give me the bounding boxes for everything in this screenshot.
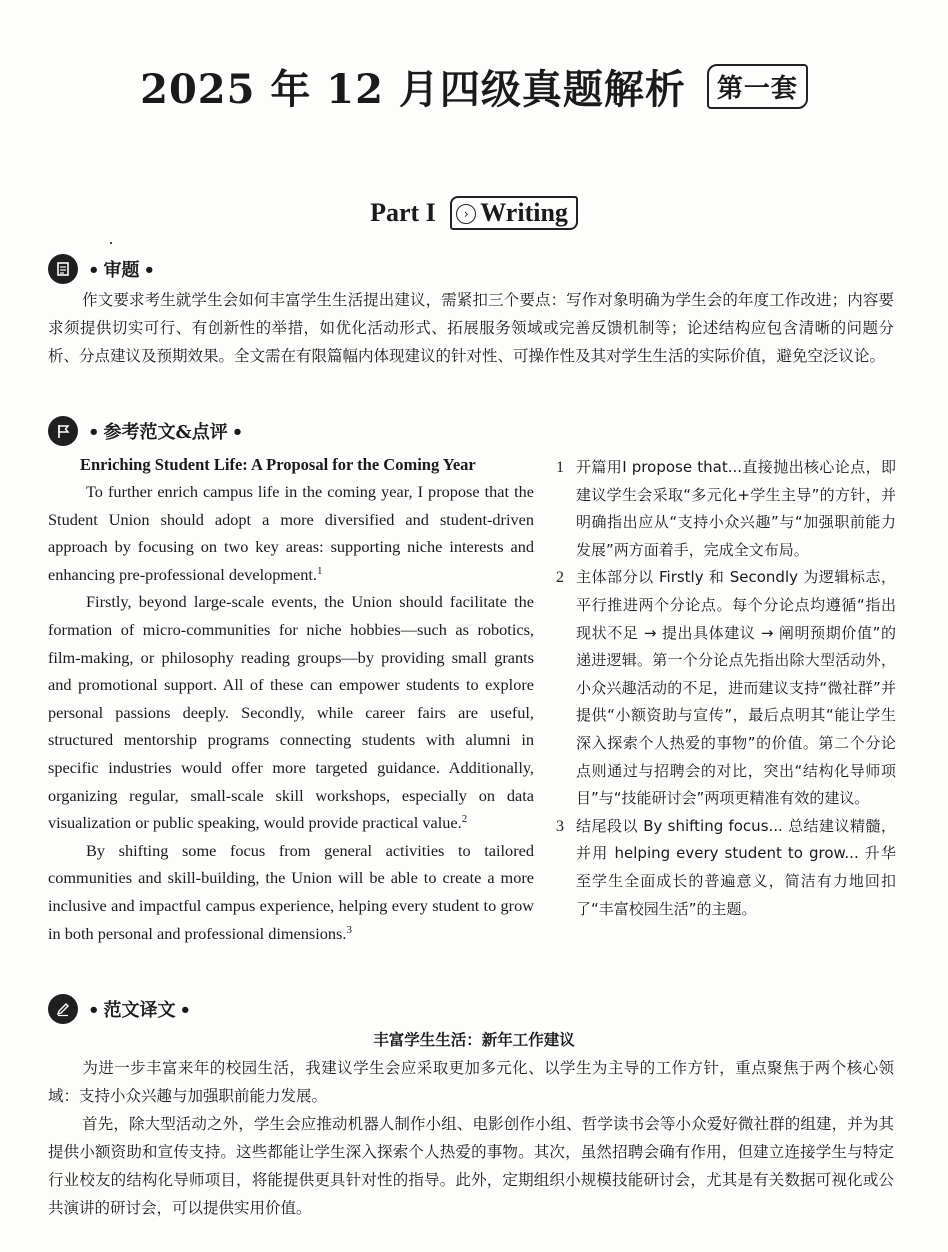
translation-title: 丰富学生生活：新年工作建议 [373,1031,575,1049]
translation-paragraph-text: 为进一步丰富来年的校园生活，我建议学生会应采取更加多元化、以学生为主导的工作方针，重点聚焦于两个核心领域：支持小众兴趣与加强职前能力发展。 [48,1059,894,1105]
essay-paragraph-text: Firstly, beyond large-scale events, the Union should facilitate the formation of micro-communities for niche hobbies—such as robotics, film-making, or philosophy reading groups—by providing small grants and promotional support. All of these can empower students to explore personal passions deeply. Secondly, while career fairs are useful, structured mentorship programs connecting students with alumni in specific industries would offer more targeted guidance. Additionally, organizing regular, small-scale skill workshops, especially on data visualization or public speaking, would provide practical value. [48,592,534,833]
pen-icon [48,994,78,1024]
part-number: Part I [370,198,436,227]
comment-notes [556,454,896,923]
translation-paragraph [48,1054,894,1110]
note-text: 主体部分以 Firstly 和 Secondly 为逻辑标志，平行推进两个分论点。每个分论点均遵循“指出现状不足 → 提出具体建议 → 阐明预期价值”的递进逻辑。第一个分论点先指出除大型活动外，小众兴趣活动的不足，进而建议支持“微社群”并提供“小额资助与宣传”，最后点明其“能让学生深入探索个人热爱的事物”的价值。第二个分论点则通过与招聘会的对比，突出“结构化导师项目”与“技能研讨会”两项更精准有效的建议。 [576,568,896,808]
essay-paragraph-text: To further enrich campus life in the coming year, I propose that the Student Union should adopt a more diversified and student-driven approach by focusing on two key areas: supporting niche interests and enhancing pre-professional development. [48,482,534,584]
flag-icon [48,416,78,446]
note-number: 3 [556,817,564,835]
part-heading [0,196,948,230]
essay-paragraph [48,478,534,588]
document-icon [48,254,78,284]
translation-paragraph-text: 首先，除大型活动之外，学生会应推动机器人制作小组、电影创作小组、哲学读书会等小众爱好微社群的组建，并为其提供小额资助和宣传支持。这些都能让学生深入探索个人热爱的事物。其次，虽然招聘会确有作用，但建立连接学生与特定行业校友的结构化导师项目，将能提供更具针对性的指导。此外，定期组织小规模技能研讨会，尤其是有关数据可视化或公共演讲的研讨会，可以提供实用价值。 [48,1115,894,1217]
set-tag: 第一套 [707,64,808,109]
essay-paragraph [48,837,534,947]
translation-heading [48,994,195,1024]
essay-paragraph-text: By shifting some focus from general activities to tailored communities and skill-building, the Union will be able to create a more inclusive and impactful campus experience, helping every student to grow in both personal and professional dimensions. [48,840,534,943]
analysis-heading [48,254,159,284]
essay-title: Enriching Student Life: A Proposal for the Coming Year [80,455,476,474]
note-number: 2 [556,569,564,587]
arrow-right-icon: › [456,204,476,224]
comment-note [556,813,896,923]
translation-label: • 范文译文 • [84,996,195,1022]
part-name: Writing [480,198,568,227]
page-title [0,58,948,115]
note-marker: 3 [346,923,352,936]
title-text: 2025 年 12 月四级真题解析 [140,66,686,113]
analysis-body: 作文要求考生就学生会如何丰富学生生活提出建议，需紧扣三个要点：写作对象明确为学生会的年度工作改进；内容要求须提供切实可行、有创新性的举措，如优化活动形式、拓展服务领域或完善反馈机制等；论述结构应包含清晰的问题分析、分点建议及预期效果。全文需在有限篇幅内体现建议的针对性、可操作性及其对学生生活的实际价值，避免空泛议论。 [48,291,894,365]
sample-essay [48,452,534,947]
note-text: 开篇用I propose that...直接抛出核心论点，即建议学生会采取“多元化+学生主导”的方针，并明确指出应从“支持小众兴趣”与“加强职前能力发展”两方面着手，完成全文布局。 [576,458,896,559]
analysis-label: • 审题 • [84,256,159,282]
sample-label: • 参考范文&点评 • [84,418,247,444]
essay-paragraph [48,588,534,836]
sample-heading [48,416,247,446]
translation-paragraph [48,1110,894,1222]
note-text: 结尾段以 By shifting focus... 总结建议精髓，并用 helping every student to grow... 升华至学生全面成长的普遍意义，简洁有力地回扣了“丰富校园生活”的主题。 [576,816,896,918]
note-marker: 1 [317,564,323,577]
comment-note [556,564,896,812]
note-marker: 2 [461,813,468,826]
part-name-box [450,196,578,230]
note-number: 1 [556,459,564,476]
print-speck [110,242,112,244]
comment-note [556,454,896,564]
analysis-text [48,286,894,370]
